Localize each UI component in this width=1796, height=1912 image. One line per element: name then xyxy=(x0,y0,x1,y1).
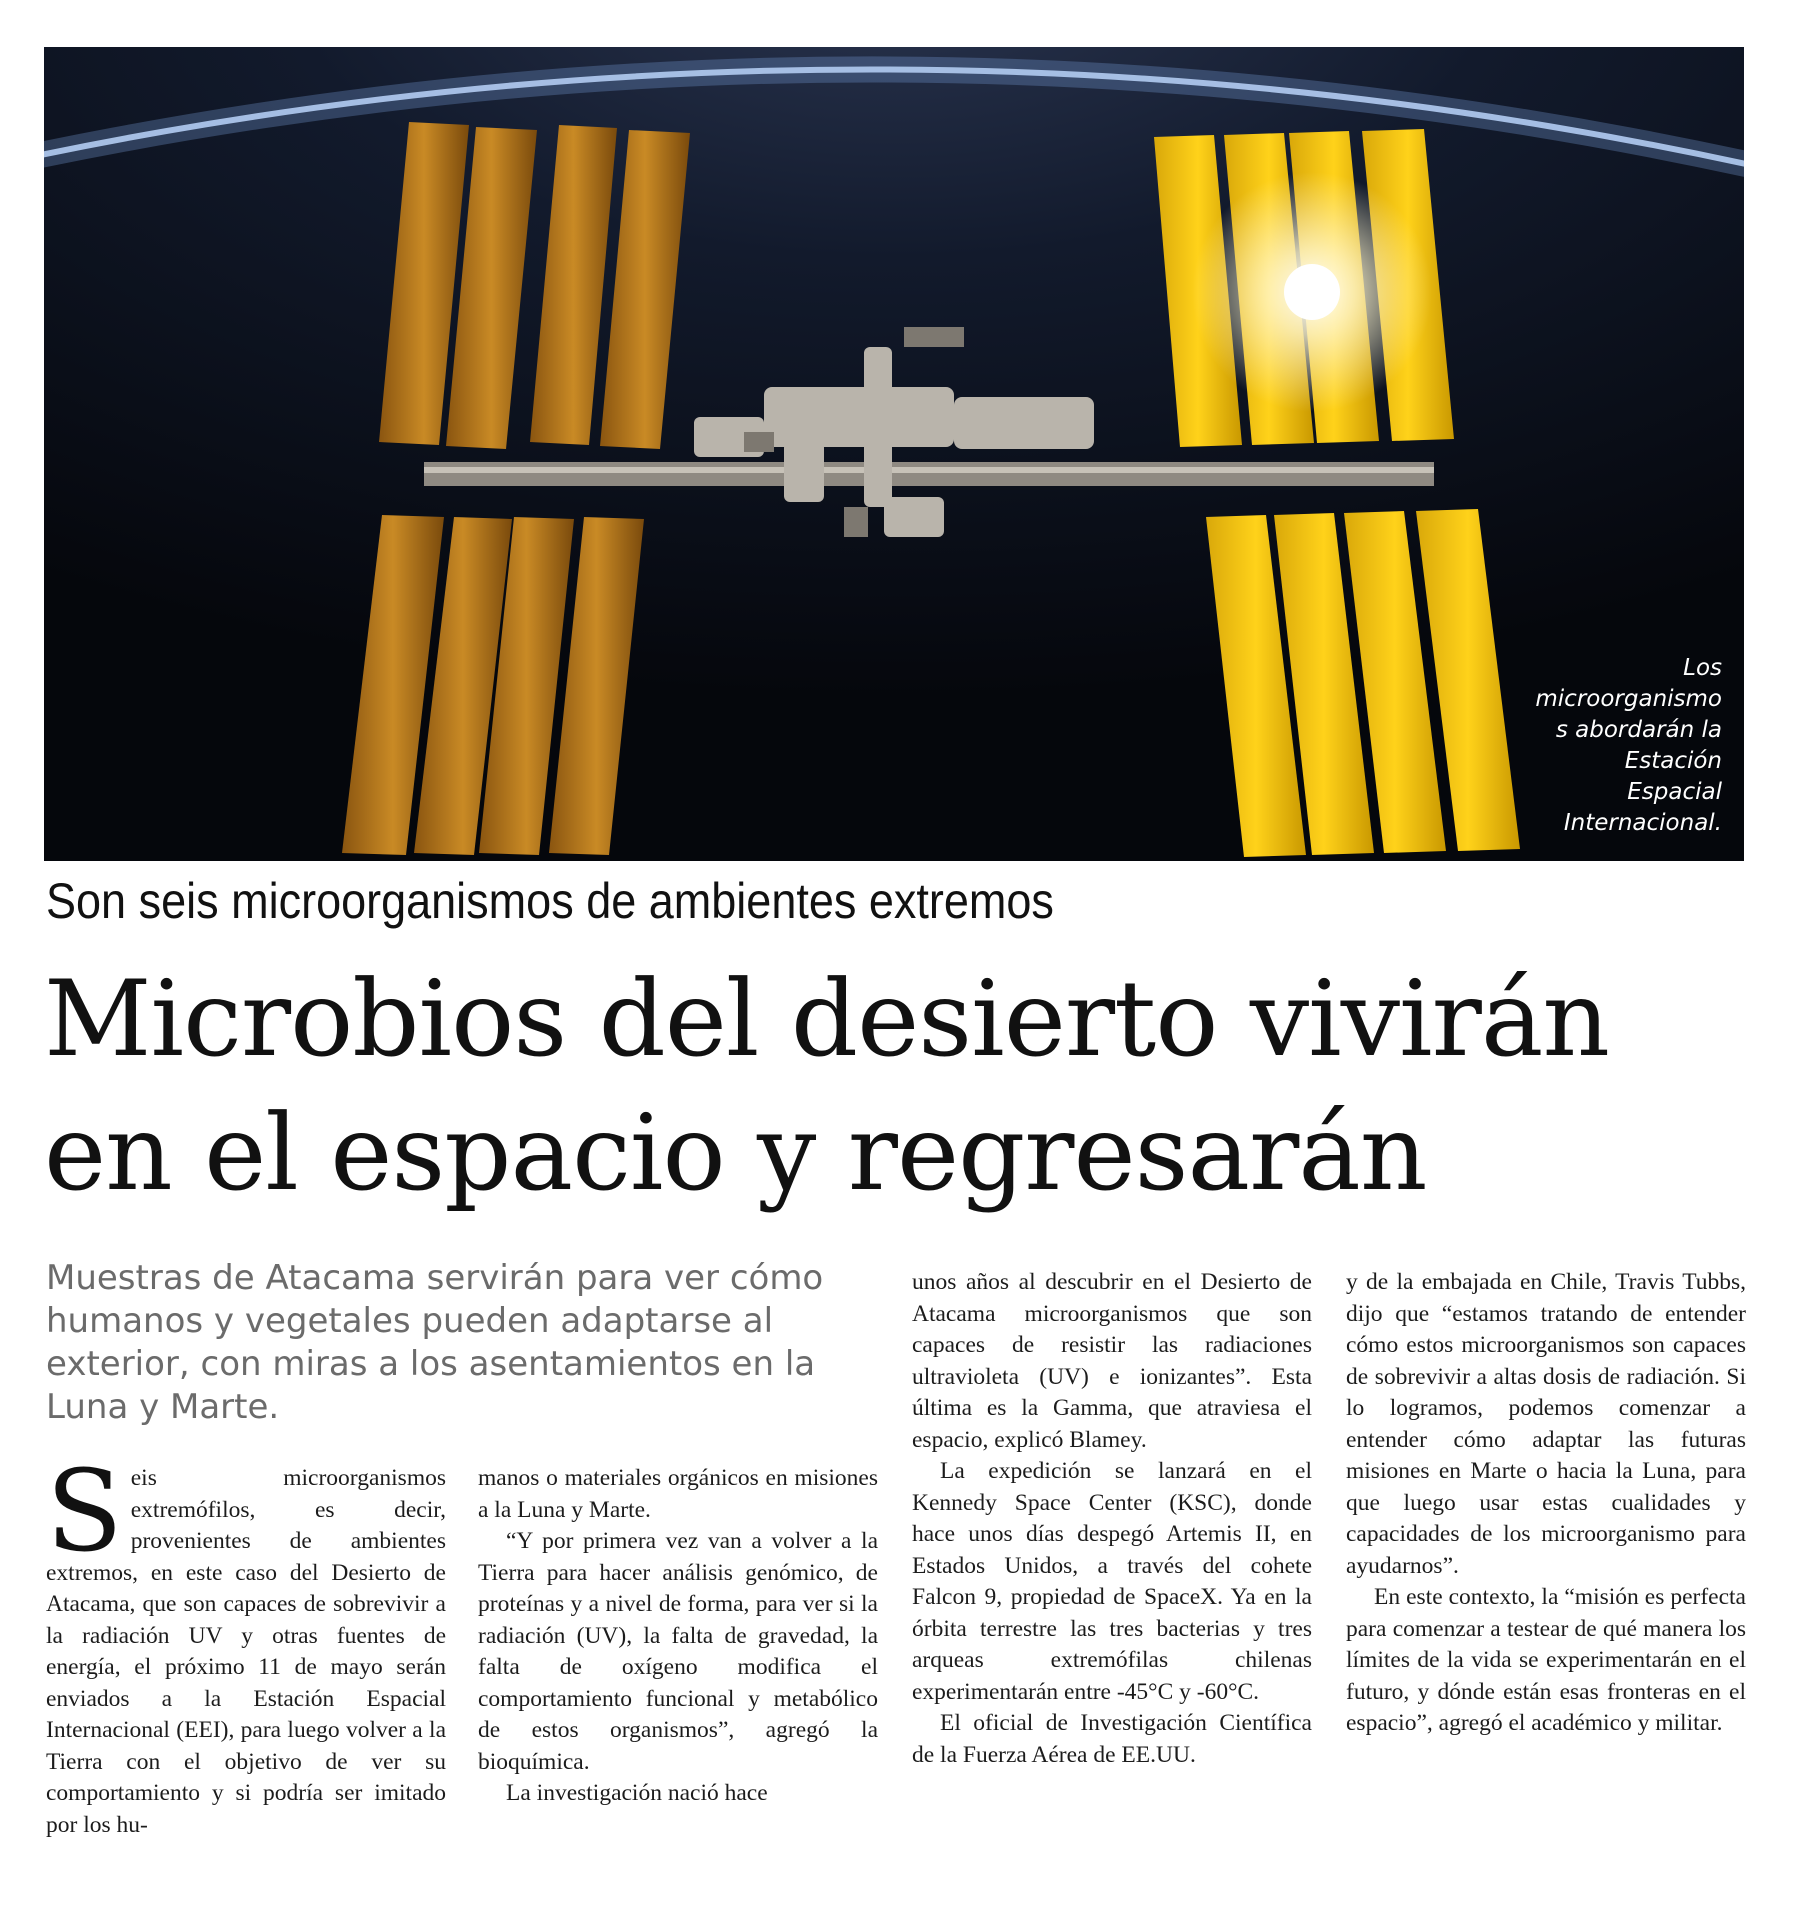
headline-line-1: Microbios del desierto vivirán xyxy=(44,958,1610,1080)
body-paragraph: El oficial de Investigación Científica de la Fuerza Aérea de EE.UU. xyxy=(912,1710,1312,1768)
iss-photo xyxy=(44,47,1744,861)
body-paragraph: La investigación nació hace xyxy=(506,1780,768,1806)
body-paragraph: unos años al descubrir en el Desierto de Atacama microorganismos que son capaces de resistir las radiaciones ultravioleta (UV) e ionizantes”. Esta última es la Gamma, que atraviesa el espacio, explicó Blamey. xyxy=(912,1269,1312,1453)
body-paragraph: y de la embajada en Chile, Travis Tubbs, dijo que “estamos tratando de entender cómo estos microorganismos son capaces de sobrevivir a altas dosis de radiación. Si lo logramos, podemos comenzar a entender cómo adaptar las futuras misiones en Marte o hacia la Luna, para que luego usar estas cualidades y capacidades de los microorganismo para ayudarnos”. xyxy=(1346,1269,1746,1579)
body-column-1 xyxy=(46,1447,446,1841)
body-paragraph: La expedición se lanzará en el Kennedy Space Center (KSC), donde hace unos días despegó Artemis II, en Estados Unidos, a través del cohete Falcon 9, propiedad de SpaceX. Ya en la órbita terrestre las tres bacterias y tres arqueas extremófilas chilenas experimentarán entre -45°C y -60°C. xyxy=(912,1458,1312,1705)
body-paragraph: En este contexto, la “misión es perfecta para comenzar a testear de qué manera los límites de la vida se experimentarán en el futuro, y dónde están esas fronteras en el espacio”, agregó el académico y militar. xyxy=(1346,1584,1746,1736)
kicker: Son seis microorganismos de ambientes extremos xyxy=(46,873,1054,929)
paragraph-text: eis microorganismos extremófilos, es decir, provenientes de ambientes extremos, en este caso del Desierto de Atacama, que son capaces de sobrevivir a la radiación UV y otras fuentes de energía, el próximo 11 de mayo serán enviados a la Estación Espacial Internacional (EEI), para luego volver a la Tierra con el objetivo de ver su comportamiento y si podría ser imitado por los hu- xyxy=(46,1465,446,1838)
body-column-4 xyxy=(1346,1267,1746,1740)
dropcap: S xyxy=(46,1447,123,1577)
deck: Muestras de Atacama servirán para ver cómo humanos y vegetales pueden adaptarse al exterior, con miras a los asentamientos en la Luna y Marte. xyxy=(46,1258,824,1427)
body-paragraph: manos o materiales orgánicos en misiones a la Luna y Marte. xyxy=(478,1465,878,1523)
headline xyxy=(44,952,1784,1220)
body-paragraph: “Y por primera vez van a volver a la Tierra para hacer análisis genómico, de proteínas y a nivel de forma, para ver si la radiación (UV), la falta de gravedad, la falta de oxígeno modifica el comportamiento funcional y metabólico de estos organismos”, agregó la bioquímica. xyxy=(478,1528,878,1775)
body-column-3 xyxy=(912,1267,1312,1771)
body-column-2 xyxy=(478,1463,878,1810)
body-paragraph xyxy=(46,1447,446,1841)
headline-line-2: en el espacio y regresarán xyxy=(44,1092,1427,1214)
photo-caption: Los microorganismo s abordarán la Estación Espacial Internacional. xyxy=(1535,655,1722,836)
